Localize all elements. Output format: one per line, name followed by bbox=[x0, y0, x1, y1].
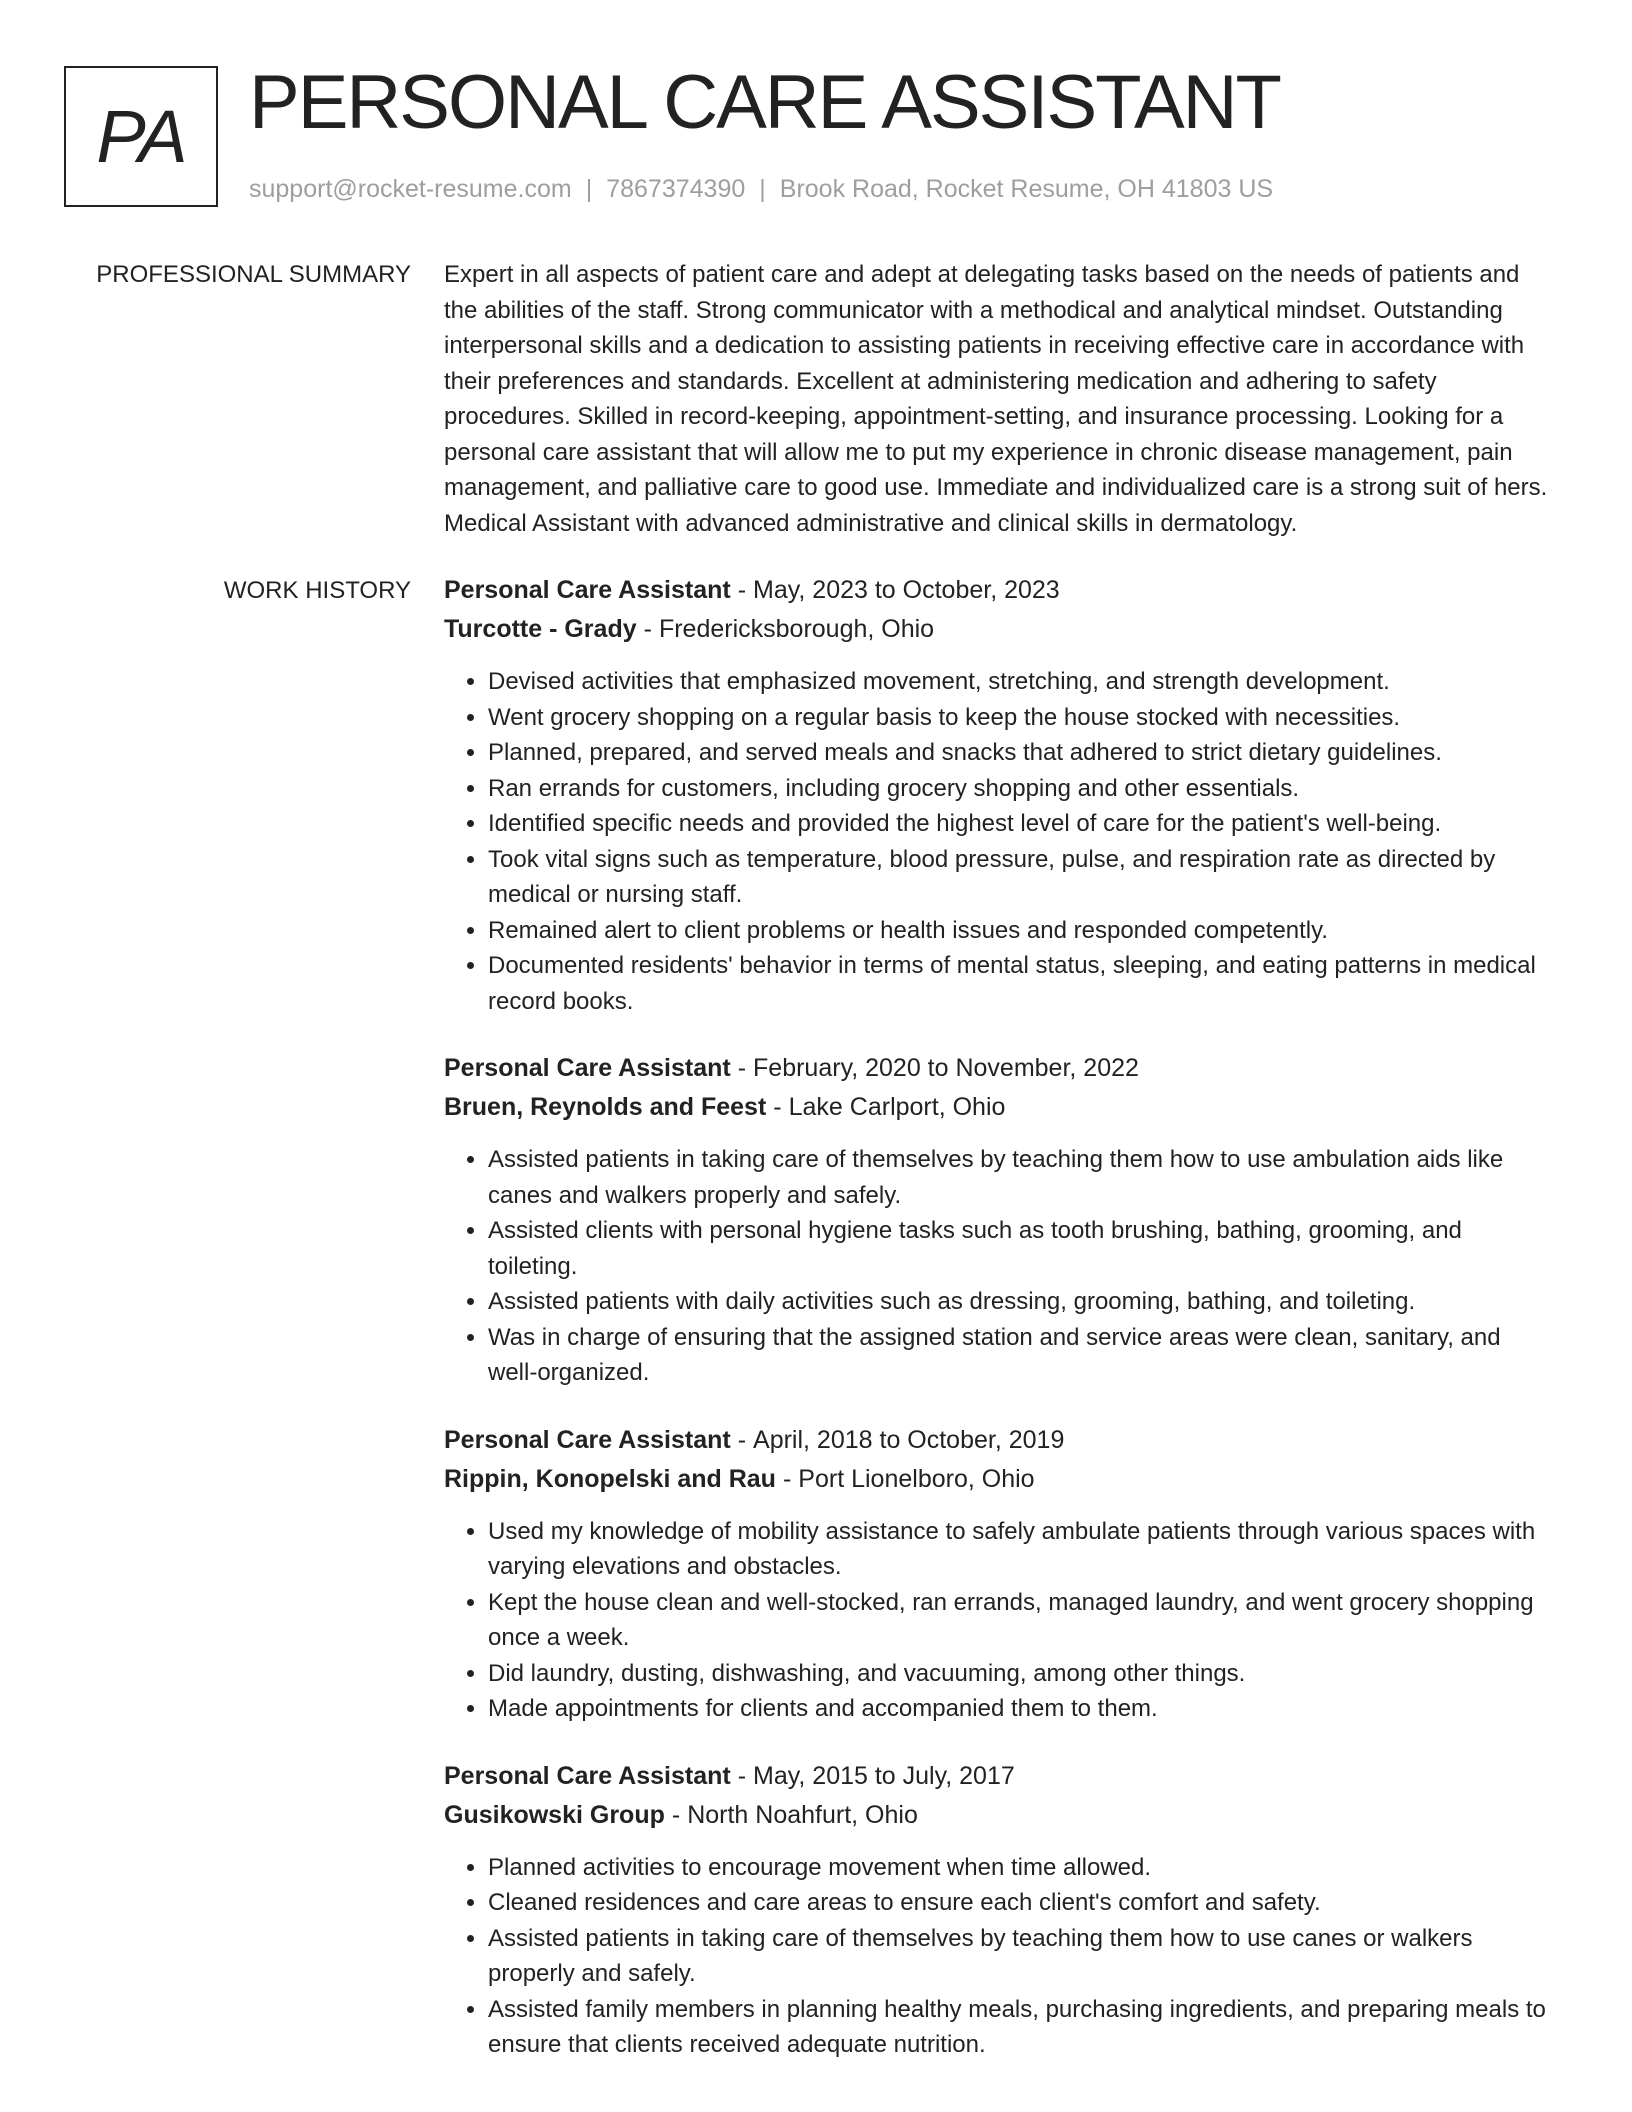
job-bullet: • Made appointments for clients and accompanied them to them. bbox=[488, 1691, 1549, 1727]
job-bullet: • Kept the house clean and well-stocked, ran errands, managed laundry, and went grocery shopping once a week. bbox=[488, 1585, 1549, 1656]
job-separator: - bbox=[773, 1093, 782, 1121]
job-location: Fredericksborough, Ohio bbox=[658, 615, 935, 643]
summary-body bbox=[444, 257, 1549, 541]
job-company: Gusikowski Group bbox=[444, 1800, 665, 1829]
section-label-work-history: WORK HISTORY bbox=[223, 577, 411, 604]
job-role: Personal Care Assistant bbox=[444, 576, 731, 604]
job-bullet: • Assisted patients in taking care of themselves by teaching them how to use canes or walkers properly and safely. bbox=[488, 1921, 1549, 1992]
job-company-line bbox=[444, 610, 1549, 649]
summary-section bbox=[0, 257, 1632, 541]
job-bullet-list bbox=[444, 1142, 1549, 1391]
job-entry bbox=[444, 1757, 1549, 2063]
job-company-line bbox=[444, 1796, 1549, 1835]
resume-body bbox=[0, 257, 1632, 2063]
resume-title: PERSONAL CARE ASSISTANT bbox=[249, 60, 1280, 145]
job-title-line bbox=[444, 1421, 1549, 1460]
job-dates: May, 2015 to July, 2017 bbox=[753, 1761, 1015, 1790]
job-bullet: • Ran errands for customers, including grocery shopping and other essentials. bbox=[488, 771, 1549, 807]
job-bullet: • Documented residents' behavior in terms of mental status, sleeping, and eating patterns in medical record books. bbox=[488, 948, 1549, 1019]
job-entry bbox=[444, 571, 1549, 1019]
job-bullet: • Assisted patients in taking care of themselves by teaching them how to use ambulation aids like canes and walkers properly and safely. bbox=[488, 1142, 1549, 1213]
job-location: North Noahfurt, Ohio bbox=[687, 1800, 918, 1829]
job-bullet: • Assisted patients with daily activities such as dressing, grooming, bathing, and toileting. bbox=[488, 1284, 1549, 1320]
job-entry bbox=[444, 1049, 1549, 1391]
monogram-initials: PA bbox=[96, 95, 186, 178]
job-dates: May, 2023 to October, 2023 bbox=[753, 576, 1060, 604]
contact-separator: | bbox=[759, 175, 766, 203]
job-company-line bbox=[444, 1088, 1549, 1127]
job-company: Turcotte - Grady bbox=[444, 615, 637, 643]
job-bullet: • Identified specific needs and provided the highest level of care for the patient's well-being. bbox=[488, 806, 1549, 842]
job-title-line bbox=[444, 1757, 1549, 1796]
monogram-box bbox=[64, 66, 218, 207]
job-separator: - bbox=[671, 1800, 681, 1829]
job-bullet: • Assisted family members in planning healthy meals, purchasing ingredients, and preparing meals to ensure that clients received adequate nutrition. bbox=[488, 1992, 1549, 2063]
job-bullet: • Remained alert to client problems or health issues and responded competently. bbox=[488, 913, 1549, 949]
summary-text: Expert in all aspects of patient care and adept at delegating tasks based on the needs of patients and the abilities of the staff. Strong communicator with a methodical and analytical mindset. Outstanding interpersonal skills and a dedication to assisting patients in receiving effective care in accordance with their preferences and standards. Excellent at administering medication and adhering to safety procedures. Skilled in record-keeping, appointment-setting, and insurance processing. Looking for a personal care assistant that will allow me to put my experience in chronic disease management, pain management, and palliative care to good use. Immediate and individualized care is a strong suit of hers. Medical Assistant with advanced administrative and clinical skills in dermatology. bbox=[444, 261, 1548, 537]
contact-separator: | bbox=[585, 175, 593, 203]
job-bullet-list bbox=[444, 1514, 1549, 1727]
job-company: Rippin, Konopelski and Rau bbox=[444, 1464, 776, 1493]
job-bullet-list bbox=[444, 1850, 1549, 2063]
job-bullet: • Planned activities to encourage movement when time allowed. bbox=[488, 1850, 1549, 1886]
contact-address: Brook Road, Rocket Resume, OH 41803 US bbox=[779, 175, 1274, 203]
job-separator: - bbox=[737, 1425, 747, 1454]
job-separator: - bbox=[737, 1054, 747, 1082]
work-history-section bbox=[0, 571, 1632, 2063]
contact-phone: 7867374390 bbox=[606, 175, 746, 203]
job-bullet: • Did laundry, dusting, dishwashing, and vacuuming, among other things. bbox=[488, 1656, 1549, 1692]
job-separator: - bbox=[737, 1761, 747, 1790]
job-bullet: • Planned, prepared, and served meals and snacks that adhered to strict dietary guidelines. bbox=[488, 735, 1549, 771]
job-location: Lake Carlport, Ohio bbox=[788, 1093, 1006, 1121]
job-bullet: • Went grocery shopping on a regular basis to keep the house stocked with necessities. bbox=[488, 700, 1549, 736]
job-entry bbox=[444, 1421, 1549, 1727]
job-bullet-list bbox=[444, 664, 1549, 1019]
job-bullet: • Was in charge of ensuring that the assigned station and service areas were clean, sanitary, and well-organized. bbox=[488, 1320, 1549, 1391]
job-bullet: • Devised activities that emphasized movement, stretching, and strength development. bbox=[488, 664, 1549, 700]
contact-email: support@rocket-resume.com bbox=[249, 175, 572, 203]
job-dates: April, 2018 to October, 2019 bbox=[753, 1425, 1065, 1454]
job-title-line bbox=[444, 571, 1549, 610]
job-dates: February, 2020 to November, 2022 bbox=[753, 1054, 1139, 1082]
work-history-list bbox=[444, 571, 1549, 2063]
job-company: Bruen, Reynolds and Feest bbox=[444, 1093, 767, 1121]
job-bullet: • Took vital signs such as temperature, blood pressure, pulse, and respiration rate as directed by medical or nursing staff. bbox=[488, 842, 1549, 913]
job-role: Personal Care Assistant bbox=[444, 1425, 731, 1454]
contact-line bbox=[249, 173, 1273, 205]
job-company-line bbox=[444, 1460, 1549, 1499]
job-role: Personal Care Assistant bbox=[444, 1054, 731, 1082]
job-location: Port Lionelboro, Ohio bbox=[798, 1464, 1035, 1493]
job-separator: - bbox=[737, 576, 747, 604]
job-separator: - bbox=[643, 615, 652, 643]
job-title-line bbox=[444, 1049, 1549, 1088]
job-bullet: • Assisted clients with personal hygiene tasks such as tooth brushing, bathing, grooming, and toileting. bbox=[488, 1213, 1549, 1284]
job-bullet: • Cleaned residences and care areas to ensure each client's comfort and safety. bbox=[488, 1885, 1549, 1921]
job-bullet: • Used my knowledge of mobility assistance to safely ambulate patients through various spaces with varying elevations and obstacles. bbox=[488, 1514, 1549, 1585]
section-label-summary: PROFESSIONAL SUMMARY bbox=[96, 261, 411, 288]
job-role: Personal Care Assistant bbox=[444, 1761, 731, 1790]
job-separator: - bbox=[782, 1464, 792, 1493]
